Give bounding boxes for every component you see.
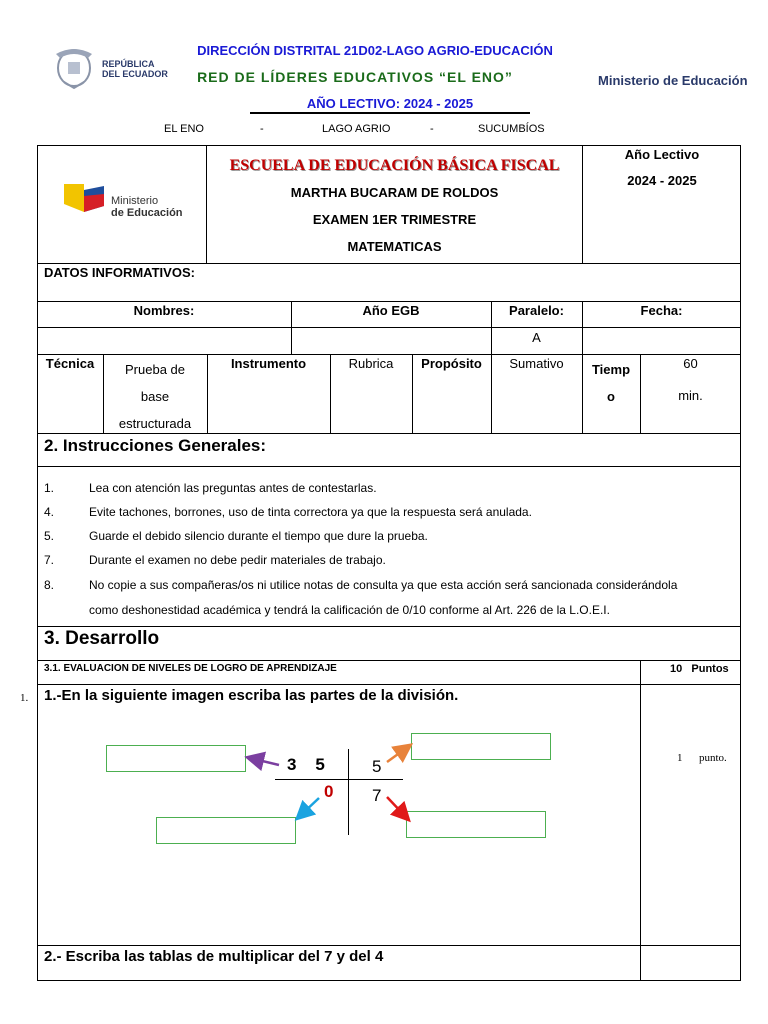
tiempo-value: 60 min. [678, 356, 703, 403]
crest-line1: REPÚBLICA [102, 59, 155, 69]
section-title: 3.1. EVALUACION DE NIVELES DE LOGRO DE APRENDIZAJE [44, 663, 337, 674]
question2-text: 2.- Escriba las tablas de multiplicar del 7 y del 4 [44, 948, 384, 965]
direccion-title: DIRECCIÓN DISTRITAL 21D02-LAGO AGRIO-EDUCACIÓN [197, 43, 553, 58]
location-sucumbios: SUCUMBÍOS [478, 123, 545, 135]
instruccion-text: Durante el examen no debe pedir materiales de trabajo. [89, 553, 386, 567]
school-subname: MARTHA BUCARAM DE ROLDOS [290, 185, 499, 200]
section-puntos: 10 Puntos [670, 663, 729, 675]
question1-points: 1 punto. [677, 752, 727, 764]
instrumento-label: Instrumento [230, 356, 307, 371]
school-name: ESCUELA DE EDUCACIÓN BÁSICA FISCAL [229, 157, 560, 174]
question1-number: 1. [20, 692, 29, 704]
arrow-remainder [302, 798, 319, 814]
proposito-value: Sumativo [509, 356, 564, 371]
arrow-divisor [387, 749, 405, 762]
location-dash1: - [260, 123, 264, 135]
instruccion-number: 7. [44, 553, 55, 567]
instruccion-number: 5. [44, 529, 55, 543]
division-divisor: 5 [372, 757, 382, 776]
instruccion-number: 4. [44, 505, 55, 519]
desarrollo-title: 3. Desarrollo [44, 628, 160, 649]
paralelo-value: A [532, 330, 541, 345]
tecnica-label: Técnica [45, 356, 95, 371]
instrumento-value: Rubrica [348, 356, 394, 371]
nombres-header: Nombres: [133, 303, 195, 318]
division-dividend: 3 5 [287, 755, 325, 774]
location-dash2: - [430, 123, 434, 135]
instruccion-text: No copie a sus compañeras/os ni utilice notas de consulta ya que esta acción será sancionada considerándola [89, 578, 678, 592]
instruccion-continuation: como deshonestidad académica y tendrá la calificación de 0/10 conforme al Art. 226 de la L.O.E.I. [89, 603, 610, 617]
anio-value: : 2024 - 2025 [395, 96, 474, 111]
proposito-label: Propósito [421, 356, 482, 371]
logo-line1: Ministerio [111, 195, 159, 207]
division-quotient: 7 [372, 786, 382, 805]
anio-egb-header: Año EGB [362, 303, 420, 318]
datos-title: DATOS INFORMATIVOS: [44, 265, 195, 280]
tiempo-label: Tiemp o [591, 362, 631, 404]
instruccion-number: 8. [44, 578, 55, 592]
instruccion-text: Lea con atención las preguntas antes de contestarlas. [89, 481, 377, 495]
instruccion-text: Guarde el debido silencio durante el tiempo que dure la prueba. [89, 529, 428, 543]
fecha-header: Fecha: [640, 303, 683, 318]
exam-title: EXAMEN 1ER TRIMESTRE [312, 212, 477, 227]
arrow-quotient [387, 797, 404, 815]
anio-label: AÑO LECTIVO [306, 96, 396, 111]
instruccion-text: Evite tachones, borrones, uso de tinta correctora ya que la respuesta será anulada. [89, 505, 532, 519]
tecnica-value: Prueba de base estructurada [118, 362, 192, 431]
subject-title: MATEMATICAS [347, 239, 442, 254]
paralelo-header: Paralelo: [509, 303, 564, 318]
crest-line2: DEL ECUADOR [102, 69, 168, 79]
anio-lectivo-label: Año Lectivo [624, 147, 700, 162]
question1-text: 1.-En la siguiente imagen escriba las partes de la división. [44, 687, 459, 704]
location-eno: EL ENO [164, 123, 204, 135]
instrucciones-title: 2. Instrucciones Generales: [44, 436, 267, 455]
red-title: RED DE LÍDERES EDUCATIVOS “EL ENO” [197, 69, 513, 85]
division-remainder: 0 [324, 782, 334, 801]
logo-line2: de Educación [111, 207, 183, 219]
instruccion-number: 1. [44, 481, 55, 495]
ministerio-right: Ministerio de Educación [598, 73, 748, 88]
arrow-dividend [254, 759, 279, 765]
location-lago: LAGO AGRIO [322, 123, 391, 135]
anio-lectivo-value: 2024 - 2025 [627, 173, 697, 188]
